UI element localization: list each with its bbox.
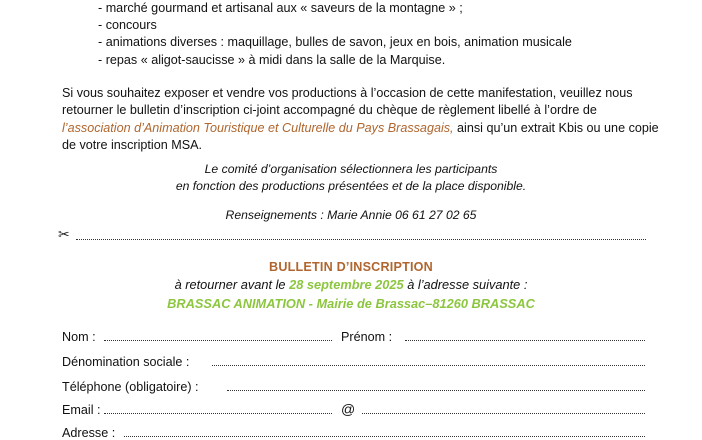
telephone-label: Téléphone (obligatoire) : [62,380,199,394]
association-name: l’association d’Animation Touristique et Culturelle du Pays Brassagais, [62,120,454,135]
intro-line: de votre inscription MSA. [62,138,202,153]
intro-line: retourner le bulletin d’inscription ci-joint accompagné du chèque de règlement libellé à l’ordre de [62,103,597,118]
committee-line: en fonction des productions présentées et de la place disponible. [175,179,527,193]
list-item: - concours [98,18,157,33]
committee-line: Le comité d’organisation sélectionnera les participants [204,162,498,176]
list-item: - repas « aligot-saucisse » à midi dans la salle de la Marquise. [98,52,446,67]
intro-line-rest: ainsi qu’un extrait Kbis ou une copie [453,120,659,135]
telephone-field[interactable] [227,380,645,391]
email-domain-field[interactable] [362,403,645,414]
intro-paragraph [62,85,662,155]
return-instructions [0,277,702,292]
email-user-field[interactable] [104,403,332,414]
denomination-field[interactable] [212,355,645,366]
nom-field[interactable] [104,330,332,341]
return-address: BRASSAC ANIMATION - Mairie de Brassac–81260 BRASSAC [167,296,535,311]
cut-line [58,228,646,244]
dotted-divider [76,239,646,240]
return-after: à l’adresse suivante : [403,277,528,292]
at-sign: @ [341,401,356,417]
nom-label: Nom : [62,330,96,344]
prenom-field[interactable] [405,330,645,341]
prenom-label: Prénom : [341,330,393,344]
list-item: - animations diverses : maquillage, bulles de savon, jeux en bois, animation musicale [98,35,572,50]
return-before: à retourner avant le [174,277,290,292]
list-item: - marché gourmand et artisanal aux « saveurs de la montagne » ; [98,1,463,15]
activities-list [98,0,572,69]
denomination-label: Dénomination sociale : [62,355,190,369]
deadline-date: 28 septembre 2025 [289,277,404,292]
contact-info: Renseignements : Marie Annie 06 61 27 02 65 [225,208,477,222]
intro-line: Si vous souhaitez exposer et vendre vos productions à l’occasion de cette manifestation, veuillez nous [62,86,633,100]
email-label: Email : [62,403,101,417]
form-title: BULLETIN D’INSCRIPTION [269,260,433,274]
scissors-icon: ✂ [58,226,70,242]
adresse-label: Adresse : [62,426,116,440]
intro-line [62,120,662,137]
